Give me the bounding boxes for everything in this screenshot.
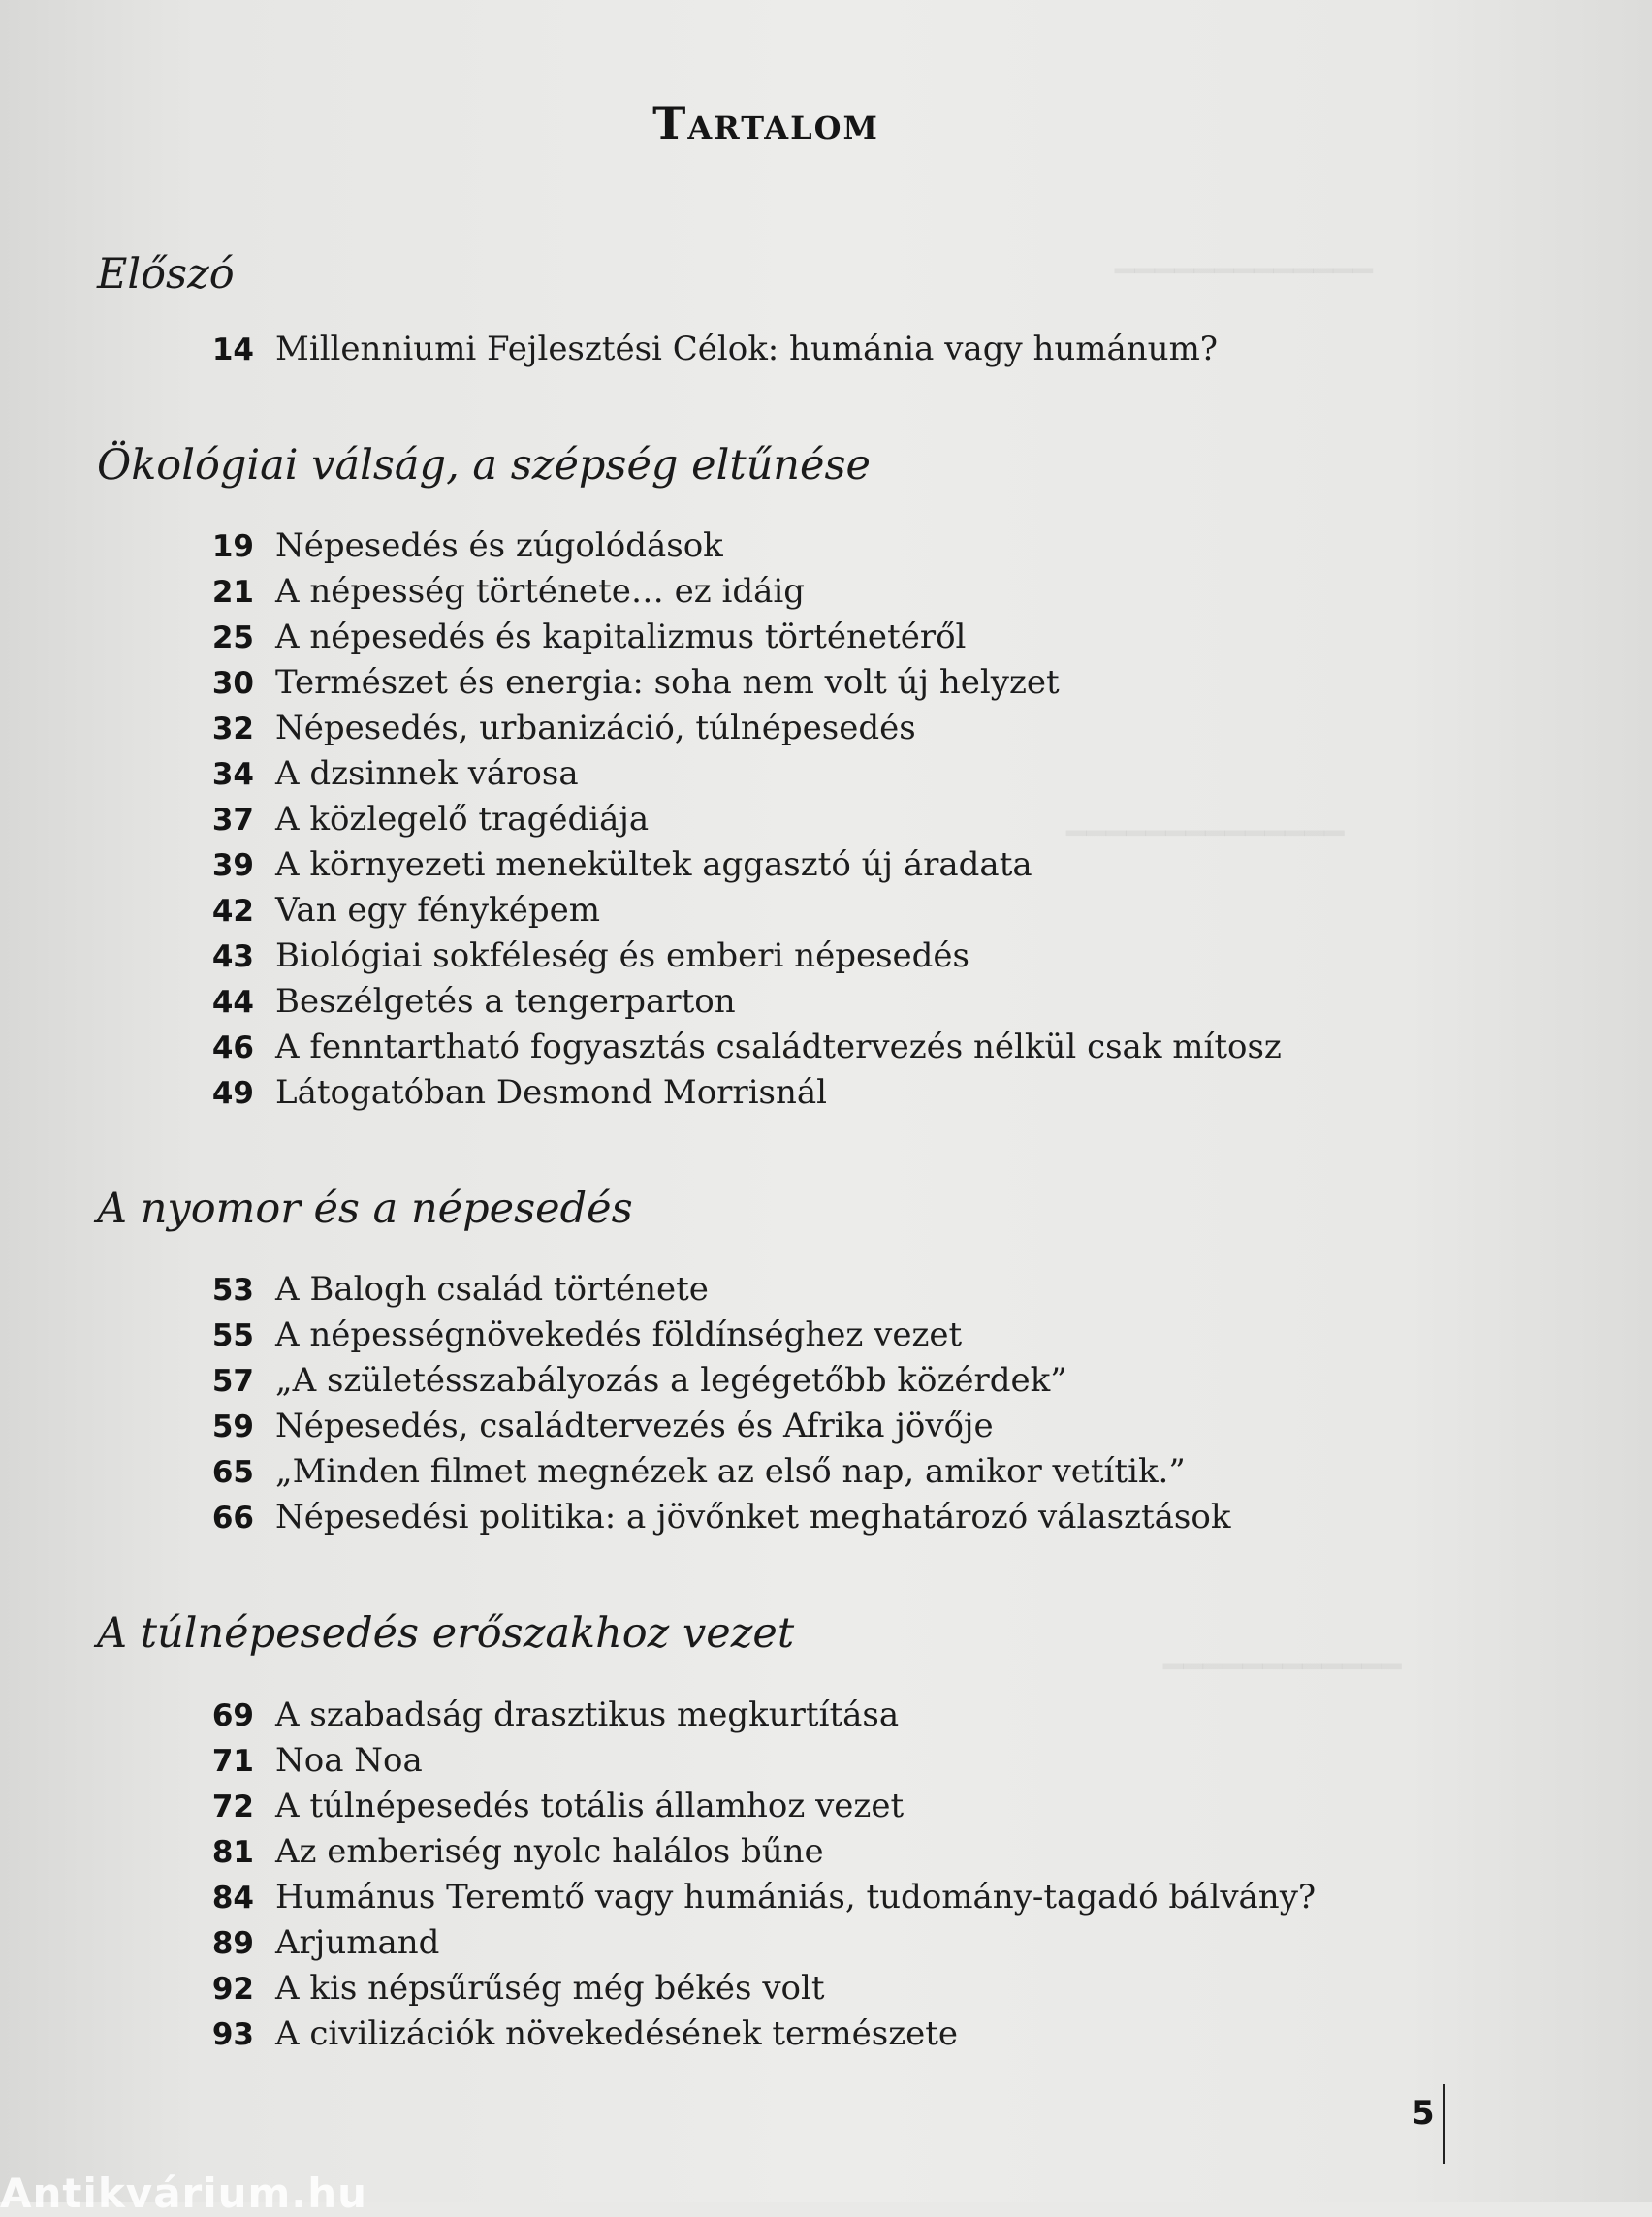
toc-entry[interactable] bbox=[194, 1969, 825, 2013]
toc-entry[interactable] bbox=[194, 1695, 899, 1740]
bleed-through-texture: ━━━━━━━━━━━━━ bbox=[1115, 252, 1374, 291]
toc-entry-page: 25 bbox=[211, 620, 254, 655]
toc-entry[interactable] bbox=[194, 1832, 824, 1877]
toc-entry-page: 57 bbox=[211, 1364, 254, 1399]
toc-entry[interactable] bbox=[194, 1073, 827, 1118]
toc-entry-page: 49 bbox=[211, 1076, 254, 1111]
toc-entry-page: 46 bbox=[211, 1030, 254, 1065]
toc-entry-title: „A születésszabályozás a legégetőbb közérdek” bbox=[275, 1361, 1067, 1400]
toc-entry-title: Arjumand bbox=[275, 1923, 440, 1962]
toc-entry-page: 37 bbox=[211, 803, 254, 838]
toc-entry-page: 19 bbox=[211, 529, 254, 564]
toc-entry-title: Biológiai sokféleség és emberi népesedés bbox=[275, 936, 969, 975]
toc-entry-page: 32 bbox=[211, 712, 254, 746]
toc-entry-page: 21 bbox=[211, 575, 254, 610]
toc-entry-page: 93 bbox=[211, 2017, 254, 2052]
toc-entry-page: 71 bbox=[211, 1744, 254, 1779]
toc-entry-title: A túlnépesedés totális államhoz vezet bbox=[275, 1787, 905, 1825]
toc-entry[interactable] bbox=[194, 1923, 439, 1968]
toc-entry-title: Beszélgetés a tengerparton bbox=[275, 982, 736, 1021]
section-title-eloszo: Előszó bbox=[97, 250, 235, 299]
toc-entry-title: Népesedés, urbanizáció, túlnépesedés bbox=[275, 709, 916, 747]
toc-entry-page: 65 bbox=[211, 1455, 254, 1490]
toc-entry-title: A közlegelő tragédiája bbox=[275, 800, 650, 839]
toc-entry[interactable] bbox=[194, 845, 1032, 890]
toc-entry-page: 66 bbox=[211, 1501, 254, 1536]
toc-entry-page: 81 bbox=[211, 1835, 254, 1870]
toc-entry[interactable] bbox=[194, 572, 805, 617]
page-number: 5 bbox=[1412, 2094, 1435, 2133]
toc-entry[interactable] bbox=[194, 526, 723, 571]
toc-entry-title: Noa Noa bbox=[275, 1741, 423, 1780]
toc-entry-title: A kis népsűrűség még békés volt bbox=[275, 1969, 825, 2008]
toc-entry-page: 39 bbox=[211, 848, 254, 883]
toc-entry-title: A civilizációk növekedésének természete bbox=[275, 2014, 959, 2053]
toc-entry[interactable] bbox=[194, 1361, 1067, 1406]
toc-entry-title: Népesedés, családtervezés és Afrika jövője bbox=[275, 1407, 994, 1445]
toc-entry-title: A népességnövekedés földínséghez vezet bbox=[275, 1315, 963, 1354]
section-title-okologiai-valsag: Ökológiai válság, a szépség eltűnése bbox=[97, 441, 871, 490]
toc-entry[interactable] bbox=[194, 982, 736, 1027]
toc-entry-title: A szabadság drasztikus megkurtítása bbox=[275, 1695, 900, 1734]
toc-entry-title: Népesedés és zúgolódások bbox=[275, 526, 723, 565]
toc-entry-page: 42 bbox=[211, 894, 254, 929]
toc-entry-title: A fenntartható fogyasztás családtervezés nélkül csak mítosz bbox=[275, 1028, 1282, 1066]
toc-entry-page: 92 bbox=[211, 1972, 254, 2007]
toc-entry-title: A Balogh család története bbox=[275, 1270, 709, 1309]
toc-entry-page: 30 bbox=[211, 666, 254, 701]
toc-entry[interactable] bbox=[194, 1787, 904, 1831]
toc-entry-page: 69 bbox=[211, 1698, 254, 1733]
toc-entry-title: Népesedési politika: a jövőnket meghatározó választások bbox=[275, 1498, 1231, 1536]
toc-entry[interactable] bbox=[194, 1270, 709, 1314]
toc-entry[interactable] bbox=[194, 1498, 1230, 1542]
toc-entry-title: Természet és energia: soha nem volt új helyzet bbox=[275, 663, 1060, 702]
toc-entry-page: 72 bbox=[211, 1789, 254, 1824]
toc-entry-title: A népesség története… ez idáig bbox=[275, 572, 806, 611]
toc-entry-page: 55 bbox=[211, 1318, 254, 1353]
toc-entry[interactable] bbox=[194, 1315, 962, 1360]
toc-entry-title: A népesedés és kapitalizmus történetéről bbox=[275, 618, 967, 656]
section-title-nyomor-es-nepesedes: A nyomor és a népesedés bbox=[97, 1185, 633, 1233]
toc-entry-page: 44 bbox=[211, 985, 254, 1020]
toc-entry[interactable] bbox=[194, 754, 579, 799]
toc-entry-page: 84 bbox=[211, 1881, 254, 1916]
toc-entry[interactable] bbox=[194, 1407, 994, 1451]
toc-entry[interactable] bbox=[194, 709, 916, 753]
toc-entry-title: A dzsinnek városa bbox=[275, 754, 579, 793]
toc-entry-page: 53 bbox=[211, 1273, 254, 1308]
toc-entry-page: 89 bbox=[211, 1926, 254, 1961]
toc-entry-title: Van egy fényképem bbox=[275, 891, 600, 930]
toc-entry[interactable] bbox=[194, 618, 966, 662]
bleed-through-texture: ━━━━━━━━━━━━ bbox=[1163, 1648, 1402, 1687]
watermark: Antikvárium.hu bbox=[0, 2169, 368, 2217]
toc-title: Tartalom bbox=[652, 97, 879, 149]
toc-entry[interactable] bbox=[194, 663, 1060, 708]
toc-entry[interactable] bbox=[194, 1741, 423, 1786]
bleed-through-texture: ━━━━━━━━━━━━━━ bbox=[1066, 814, 1345, 853]
toc-entry[interactable] bbox=[194, 936, 969, 981]
toc-entry-page: 59 bbox=[211, 1409, 254, 1444]
toc-entry[interactable] bbox=[194, 800, 649, 844]
toc-entry[interactable] bbox=[194, 330, 1218, 374]
toc-entry-title: Az emberiség nyolc halálos bűne bbox=[275, 1832, 824, 1871]
toc-entry[interactable] bbox=[194, 1028, 1282, 1072]
toc-entry[interactable] bbox=[194, 891, 600, 935]
toc-entry-title: Humánus Teremtő vagy humániás, tudomány-tagadó bálvány? bbox=[275, 1878, 1317, 1916]
toc-entry[interactable] bbox=[194, 1452, 1186, 1497]
toc-entry-title: „Minden filmet megnézek az első nap, amikor vetítik.” bbox=[275, 1452, 1186, 1491]
toc-entry[interactable] bbox=[194, 2014, 958, 2059]
toc-entry-page: 14 bbox=[211, 333, 254, 367]
section-title-tulnepesedes-eroszak: A túlnépesedés erőszakhoz vezet bbox=[97, 1609, 795, 1658]
page-number-rule bbox=[1443, 2084, 1445, 2164]
toc-entry-title: A környezeti menekültek aggasztó új áradata bbox=[275, 845, 1032, 884]
toc-entry[interactable] bbox=[194, 1878, 1316, 1922]
toc-entry-title: Millenniumi Fejlesztési Célok: humánia vagy humánum? bbox=[275, 330, 1219, 368]
toc-entry-page: 43 bbox=[211, 939, 254, 974]
toc-entry-title: Látogatóban Desmond Morrisnál bbox=[275, 1073, 828, 1112]
toc-entry-page: 34 bbox=[211, 757, 254, 792]
